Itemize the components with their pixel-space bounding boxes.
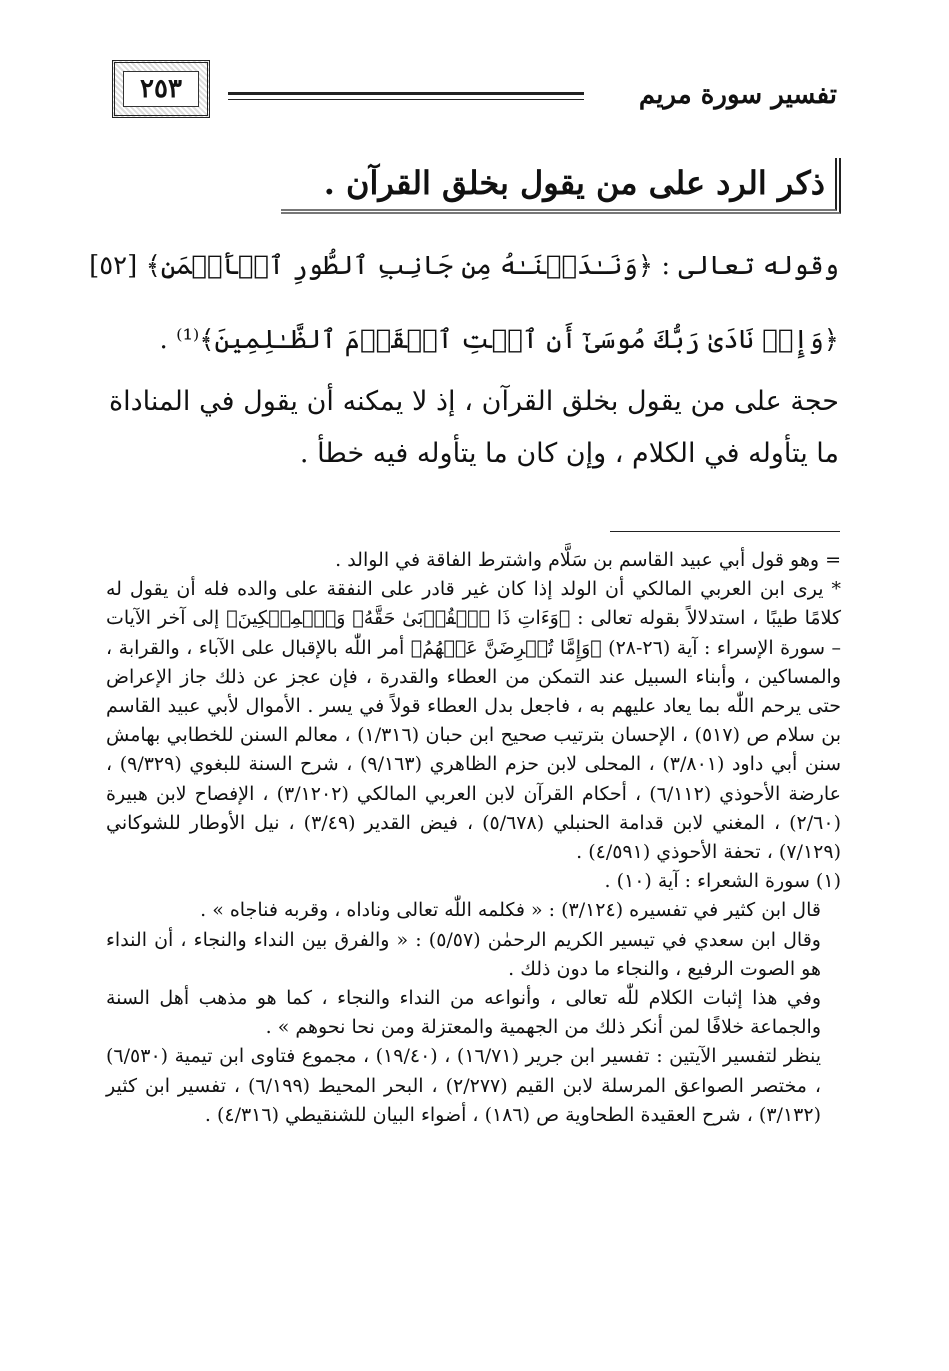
section-heading: ذكر الرد على من يقول بخلق القرآن . bbox=[281, 158, 841, 214]
running-title: تفسير سورة مريم bbox=[638, 80, 837, 110]
verse-second: ﴿وَإِذۡ نَادَىٰ رَبُّكَ مُوسَىٰٓ أَنِ ٱئۡتِ ٱلۡقَوۡمَ ٱلظَّـٰلِمِينَ﴾⁽¹⁾ . bbox=[159, 325, 839, 355]
footnote-separator bbox=[610, 531, 840, 532]
page-number: ٢٥٣ bbox=[123, 71, 199, 107]
header-rule bbox=[228, 92, 584, 100]
footnotes bbox=[106, 546, 841, 1130]
footnote-1-ibn-kathir: قال ابن كثير في تفسيره (٣/١٢٤) : « فكلمه اللّٰه تعالى وناداه ، وقربه فناجاه » . bbox=[200, 899, 821, 922]
footnote-1-saadi-continued: وفي هذا إثبات الكلام للّٰه تعالى ، وأنواعه من النداء والنجاء ، كما هو مذهب أهل السنة والجماعة خلافًا لمن أنكر ذلك من الجهمية والمعتزلة ومن نحا نحوهم » . bbox=[106, 987, 821, 1039]
footnote-star-note: * يرى ابن العربي المالكي أن الولد إذا كان غير قادر على النفقة على والده فله أن يقول له كلامًا طيبًا ، استدلالاً بقوله تعالى : ﴿وَءَاتِ ذَا ٱلۡقُرۡبَىٰ حَقَّهُۥ وَٱلۡمِسۡكِينَ﴾ إلى آخر الآيات – سورة الإسراء : آية (٢٦-٢٨) ﴿وَإِمَّا تُعۡرِضَنَّ عَنۡهُمُ﴾ أمر اللّٰه بالإقبال على الآباء ، والقرابة ، والمساكين ، وأبناء السبيل عند التمكن من العطاء والقدرة ، فإن عجز عن ذلك جاز الإعراض حتى يرحم اللّٰه بما يعاد عليهم به ، فاجعل بدل العطاء قولاً في يسر . الأموال لأبي عبيد القاسم بن سلام ص (٥١٧) ، الإحسان بترتيب صحيح ابن حبان (١/٣١٦) ، معالم السنن للخطابي بهامش سنن أبي داود (٣/٨٠١) ، المحلى لابن حزم الظاهري (٩/١٦٣) ، شرح السنة للبغوي (٩/٣٢٩) ، عارضة الأحوذي (٦/١١٢) ، أحكام القرآن لابن العربي المالكي (٣/١٢٠٢) ، الإفصاح لابن هبيرة (٢/٦٠) ، المغني لابن قدامة الحنبلي (٥/٦٧٨) ، فيض القدير (٣/٤٩) ، نيل الأوطار للشوكاني (٧/١٢٩) ، تحفة الأحوذي (٤/٥٩١) . bbox=[106, 578, 842, 864]
footnote-1-title: (١) سورة الشعراء : آية (١٠) . bbox=[604, 870, 841, 893]
footnote-1-references: ينظر لتفسير الآيتين : تفسير ابن جرير (١٦/٧١) ، (١٩/٤٠) ، مجموع فتاوى ابن تيمية (٦/٥٣٠) ، مختصر الصواعق المرسلة لابن القيم (٢/٢٧٧) ، البحر المحيط (٦/١٩٩) ، تفسير ابن كثير (٣/١٣٢) ، شرح العقيدة الطحاوية ص (١٨٦) ، أضواء البيان للشنقيطي (٤/٣١٦) . bbox=[106, 1045, 821, 1126]
footnote-1-saadi: وقال ابن سعدي في تيسير الكريم الرحمٰن (٥/٥٧) : « والفرق بين النداء والنجاء ، أن النداء هو الصوت الرفيع ، والنجاء ما دون ذلك . bbox=[106, 928, 821, 980]
body-paragraph: حجة على من يقول بخلق القرآن ، إذ لا يمكنه أن يقول في المناداة ما يتأوله في الكلام ، وإن كان ما يتأوله فيه خطأ . bbox=[109, 386, 839, 469]
page-number-box bbox=[112, 60, 210, 118]
verse-intro: وقوله تعالى : ﴿وَنَـٰدَيۡنَـٰهُ مِن جَانِبِ ٱلطُّورِ ٱلۡأَيۡمَنِ﴾ [٥٢] bbox=[89, 251, 839, 281]
footnote-continuation: = وهو قول أبي عبيد القاسم بن سَلَّام واشترط الفاقة في الوالد . bbox=[335, 549, 841, 571]
